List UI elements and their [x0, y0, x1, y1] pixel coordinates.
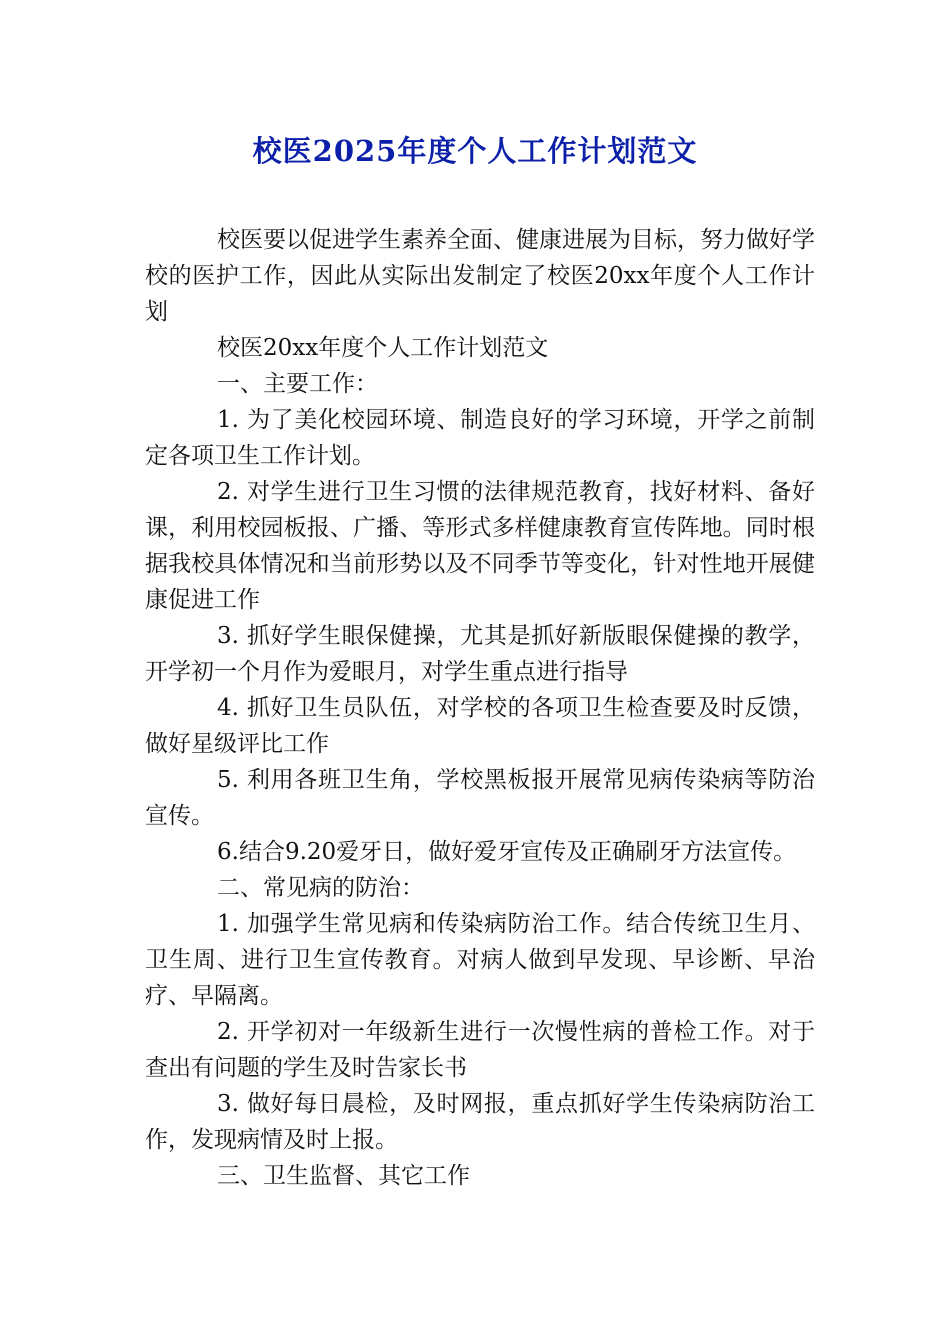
section-heading-main-work: 一、主要工作：: [217, 371, 378, 397]
list-item: 1. 为了美化校园环境、制造良好的学习环境，开学之前制定各项卫生工作计划。: [145, 407, 815, 469]
list-item: 3. 做好每日晨检，及时网报，重点抓好学生传染病防治工作，发现病情及时上报。: [145, 1091, 815, 1153]
document-title: 校医2025年度个人工作计划范文: [252, 134, 698, 168]
paragraph-subtitle: 校医20xx年度个人工作计划范文: [217, 335, 549, 361]
list-item: 3. 抓好学生眼保健操，尤其是抓好新版眼保健操的教学，开学初一个月作为爱眼月，对学生重点进行指导: [145, 623, 815, 685]
section-heading-supervision: 三、卫生监督、其它工作: [217, 1163, 470, 1189]
list-item: 2. 开学初对一年级新生进行一次慢性病的普检工作。对于查出有问题的学生及时告家长书: [145, 1019, 815, 1081]
list-item: 4. 抓好卫生员队伍，对学校的各项卫生检查要及时反馈，做好星级评比工作: [145, 695, 815, 757]
list-item: 2. 对学生进行卫生习惯的法律规范教育，找好材料、备好课，利用校园板报、广播、等形式多样健康教育宣传阵地。同时根据我校具体情况和当前形势以及不同季节等变化，针对性地开展健康促进工作: [145, 479, 815, 613]
paragraph-intro: 校医要以促进学生素养全面、健康进展为目标，努力做好学校的医护工作，因此从实际出发制定了校医20xx年度个人工作计划: [145, 227, 815, 325]
list-item: 1. 加强学生常见病和传染病防治工作。结合传统卫生月、卫生周、进行卫生宣传教育。对病人做到早发现、早诊断、早治疗、早隔离。: [145, 911, 815, 1009]
section-heading-disease-prevention: 二、常见病的防治：: [217, 875, 424, 901]
list-item: 6.结合9.20爱牙日，做好爱牙宣传及正确刷牙方法宣传。: [217, 839, 797, 865]
list-item: 5. 利用各班卫生角，学校黑板报开展常见病传染病等防治宣传。: [145, 767, 815, 829]
document-body: [145, 222, 815, 1194]
